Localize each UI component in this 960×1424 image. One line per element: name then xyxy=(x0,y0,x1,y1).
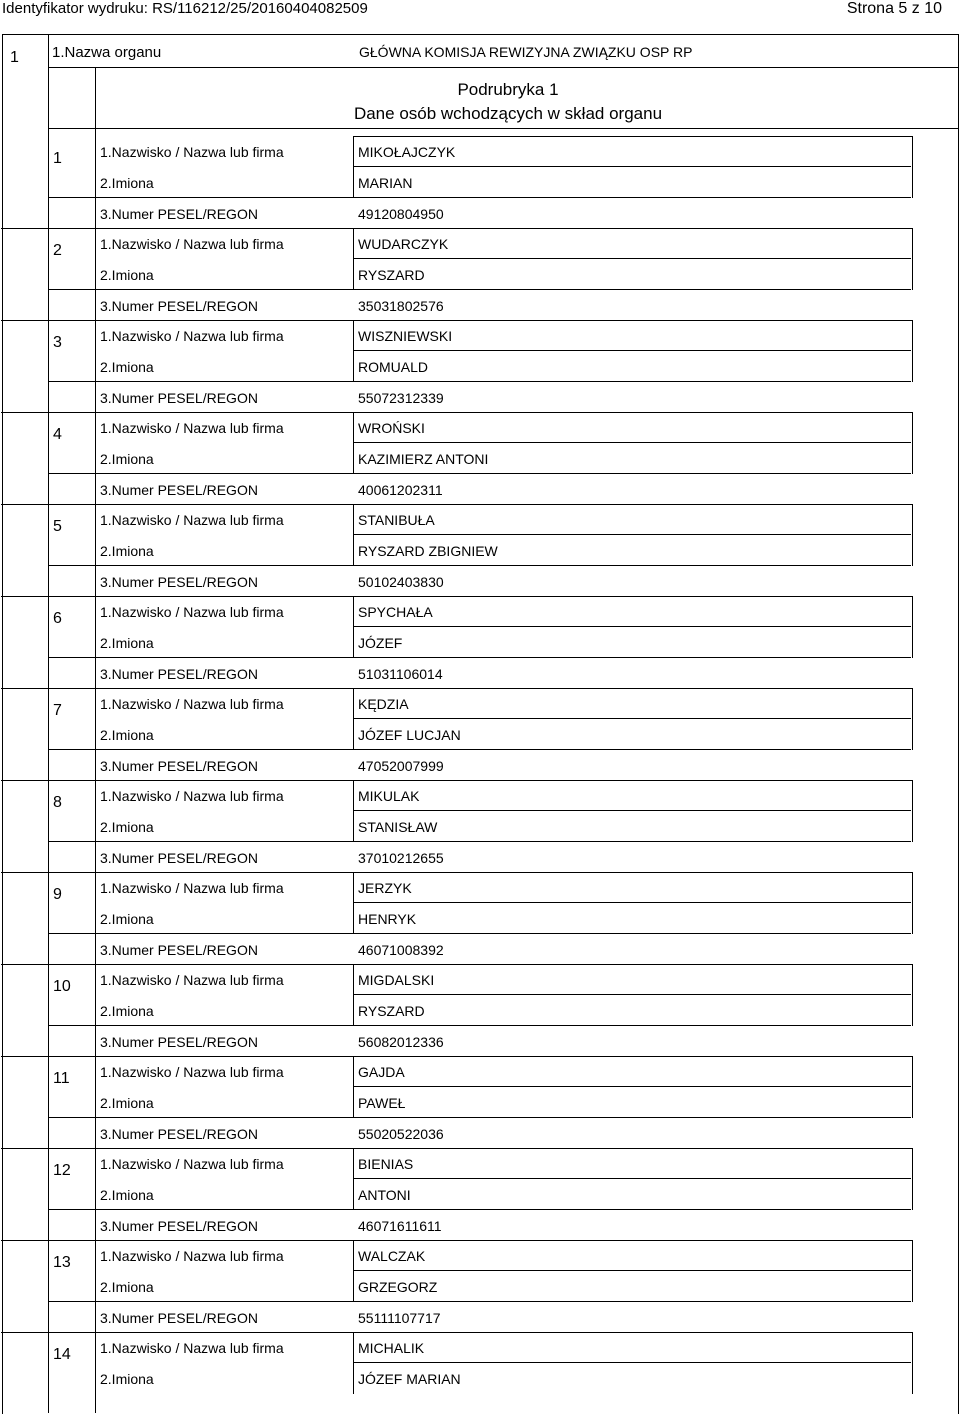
names-row xyxy=(95,1179,958,1209)
names-value: RYSZARD xyxy=(358,1003,425,1019)
pesel-label: 3.Numer PESEL/REGON xyxy=(100,758,258,774)
pesel-row xyxy=(95,1118,958,1148)
person-number: 7 xyxy=(53,702,62,719)
names-label: 2.Imiona xyxy=(100,1003,154,1019)
person-number: 10 xyxy=(53,978,71,995)
surname-value: WISZNIEWSKI xyxy=(358,328,453,344)
pesel-row xyxy=(95,934,958,964)
names-label: 2.Imiona xyxy=(100,451,154,467)
names-row xyxy=(95,443,958,473)
surname-value: SPYCHAŁA xyxy=(358,604,433,620)
pesel-label: 3.Numer PESEL/REGON xyxy=(100,1034,258,1050)
person-number: 14 xyxy=(53,1346,71,1363)
surname-label: 1.Nazwisko / Nazwa lub firma xyxy=(100,1064,284,1080)
person-entry xyxy=(48,1332,958,1424)
surname-label: 1.Nazwisko / Nazwa lub firma xyxy=(100,512,284,528)
person-number: 3 xyxy=(53,334,62,351)
surname-label: 1.Nazwisko / Nazwa lub firma xyxy=(100,604,284,620)
surname-value: JERZYK xyxy=(358,880,412,896)
pesel-label: 3.Numer PESEL/REGON xyxy=(100,298,258,314)
print-header xyxy=(0,0,960,20)
surname-label: 1.Nazwisko / Nazwa lub firma xyxy=(100,972,284,988)
person-number: 11 xyxy=(53,1070,70,1087)
subheading-divider xyxy=(95,67,96,129)
person-entry xyxy=(48,136,958,228)
pesel-label: 3.Numer PESEL/REGON xyxy=(100,942,258,958)
names-row xyxy=(95,1087,958,1117)
names-value: ROMUALD xyxy=(358,359,429,375)
names-row xyxy=(95,627,958,657)
names-row xyxy=(95,351,958,381)
names-value: JÓZEF LUCJAN xyxy=(358,727,461,743)
pesel-row xyxy=(95,1026,958,1056)
surname-value: BIENIAS xyxy=(358,1156,414,1172)
person-entry xyxy=(48,504,958,596)
pesel-row xyxy=(95,290,958,320)
person-entry xyxy=(48,596,958,688)
surname-row xyxy=(95,596,958,626)
pesel-label: 3.Numer PESEL/REGON xyxy=(100,1310,258,1326)
person-entry xyxy=(48,872,958,964)
pesel-label: 3.Numer PESEL/REGON xyxy=(100,666,258,682)
pesel-row xyxy=(95,1210,958,1240)
surname-value: WALCZAK xyxy=(358,1248,426,1264)
pesel-value: 51031106014 xyxy=(358,666,443,682)
names-value: JÓZEF MARIAN xyxy=(358,1371,461,1387)
surname-label: 1.Nazwisko / Nazwa lub firma xyxy=(100,144,284,160)
pesel-row xyxy=(95,842,958,872)
pesel-label: 3.Numer PESEL/REGON xyxy=(100,1218,258,1234)
surname-value: KĘDZIA xyxy=(358,696,409,712)
names-row xyxy=(95,903,958,933)
person-entry xyxy=(48,1056,958,1148)
surname-value: WUDARCZYK xyxy=(358,236,449,252)
surname-row xyxy=(95,1056,958,1086)
person-number: 8 xyxy=(53,794,62,811)
surname-row xyxy=(95,412,958,442)
names-row xyxy=(95,535,958,565)
names-value: RYSZARD ZBIGNIEW xyxy=(358,543,498,559)
pesel-label: 3.Numer PESEL/REGON xyxy=(100,574,258,590)
surname-label: 1.Nazwisko / Nazwa lub firma xyxy=(100,788,284,804)
surname-row xyxy=(95,1240,958,1270)
surname-label: 1.Nazwisko / Nazwa lub firma xyxy=(100,880,284,896)
org-name-label: 1.Nazwa organu xyxy=(52,44,162,61)
surname-row xyxy=(95,1148,958,1178)
person-number: 12 xyxy=(53,1162,71,1179)
names-row xyxy=(95,811,958,841)
names-value: JÓZEF xyxy=(358,635,403,651)
person-entry xyxy=(48,688,958,780)
subheading-title: Podrubryka 1 xyxy=(457,80,559,99)
names-value: RYSZARD xyxy=(358,267,425,283)
pesel-value: 35031802576 xyxy=(358,298,444,314)
pesel-value: 55111107717 xyxy=(358,1310,441,1326)
pesel-label: 3.Numer PESEL/REGON xyxy=(100,482,258,498)
pesel-value: 37010212655 xyxy=(358,850,444,866)
names-value: GRZEGORZ xyxy=(358,1279,438,1295)
page-number: Strona 5 z 10 xyxy=(846,0,942,17)
pesel-label: 3.Numer PESEL/REGON xyxy=(100,850,258,866)
names-value: STANISŁAW xyxy=(358,819,438,835)
pesel-value: 55072312339 xyxy=(358,390,444,406)
surname-value: STANIBUŁA xyxy=(358,512,435,528)
pesel-value: 56082012336 xyxy=(358,1034,444,1050)
surname-label: 1.Nazwisko / Nazwa lub firma xyxy=(100,1340,284,1356)
names-label: 2.Imiona xyxy=(100,1371,154,1387)
surname-row xyxy=(95,228,958,258)
surname-label: 1.Nazwisko / Nazwa lub firma xyxy=(100,420,284,436)
surname-label: 1.Nazwisko / Nazwa lub firma xyxy=(100,328,284,344)
names-row xyxy=(95,995,958,1025)
names-label: 2.Imiona xyxy=(100,1279,154,1295)
section-number: 1 xyxy=(10,49,19,66)
pesel-label: 3.Numer PESEL/REGON xyxy=(100,390,258,406)
person-number: 1 xyxy=(53,150,62,167)
pesel-value: 50102403830 xyxy=(358,574,444,590)
subheading xyxy=(348,78,668,126)
names-label: 2.Imiona xyxy=(100,1187,154,1203)
person-entry xyxy=(48,780,958,872)
names-label: 2.Imiona xyxy=(100,175,154,191)
pesel-row xyxy=(95,658,958,688)
person-number: 9 xyxy=(53,886,62,903)
print-identifier: Identyfikator wydruku: RS/116212/25/20160404082509 xyxy=(2,0,368,17)
names-label: 2.Imiona xyxy=(100,359,154,375)
person-number: 13 xyxy=(53,1254,71,1271)
person-entry xyxy=(48,228,958,320)
surname-row xyxy=(95,320,958,350)
pesel-value: 55020522036 xyxy=(358,1126,444,1142)
surname-row xyxy=(95,136,958,166)
pesel-row xyxy=(95,1302,958,1332)
pesel-label: 3.Numer PESEL/REGON xyxy=(100,206,258,222)
person-entry xyxy=(48,964,958,1056)
names-row xyxy=(95,719,958,749)
pesel-value: 47052007999 xyxy=(358,758,444,774)
pesel-value: 46071611611 xyxy=(358,1218,442,1234)
surname-row xyxy=(95,504,958,534)
org-row-divider xyxy=(48,67,958,68)
pesel-row xyxy=(95,566,958,596)
pesel-value: 40061202311 xyxy=(358,482,443,498)
person-number: 4 xyxy=(53,426,62,443)
names-label: 2.Imiona xyxy=(100,911,154,927)
person-entry xyxy=(48,412,958,504)
names-row xyxy=(95,259,958,289)
names-row xyxy=(95,167,958,197)
person-entry xyxy=(48,320,958,412)
names-value: HENRYK xyxy=(358,911,417,927)
surname-row xyxy=(95,1332,958,1362)
surname-value: MICHALIK xyxy=(358,1340,425,1356)
names-value: KAZIMIERZ ANTONI xyxy=(358,451,489,467)
surname-row xyxy=(95,780,958,810)
person-number: 6 xyxy=(53,610,62,627)
names-value: MARIAN xyxy=(358,175,413,191)
names-label: 2.Imiona xyxy=(100,635,154,651)
subheading-row-divider xyxy=(48,128,958,129)
pesel-value: 46071008392 xyxy=(358,942,444,958)
surname-value: MIKOŁAJCZYK xyxy=(358,144,456,160)
subheading-description: Dane osób wchodzących w skład organu xyxy=(353,104,663,123)
pesel-row xyxy=(95,198,958,228)
names-label: 2.Imiona xyxy=(100,727,154,743)
surname-row xyxy=(95,964,958,994)
person-entry xyxy=(48,1148,958,1240)
surname-label: 1.Nazwisko / Nazwa lub firma xyxy=(100,1156,284,1172)
surname-row xyxy=(95,872,958,902)
names-value: PAWEŁ xyxy=(358,1095,406,1111)
surname-row xyxy=(95,688,958,718)
org-name-value: GŁÓWNA KOMISJA REWIZYJNA ZWIĄZKU OSP RP xyxy=(359,44,693,60)
surname-value: MIGDALSKI xyxy=(358,972,435,988)
surname-label: 1.Nazwisko / Nazwa lub firma xyxy=(100,236,284,252)
names-label: 2.Imiona xyxy=(100,543,154,559)
names-label: 2.Imiona xyxy=(100,267,154,283)
pesel-row xyxy=(95,474,958,504)
person-entry xyxy=(48,1240,958,1332)
person-number: 5 xyxy=(53,518,62,535)
pesel-value: 49120804950 xyxy=(358,206,444,222)
names-row xyxy=(95,1363,958,1393)
surname-value: WROŃSKI xyxy=(358,420,425,436)
names-label: 2.Imiona xyxy=(100,1095,154,1111)
names-label: 2.Imiona xyxy=(100,819,154,835)
names-value: ANTONI xyxy=(358,1187,411,1203)
surname-value: GAJDA xyxy=(358,1064,405,1080)
person-number: 2 xyxy=(53,242,62,259)
surname-label: 1.Nazwisko / Nazwa lub firma xyxy=(100,1248,284,1264)
pesel-label: 3.Numer PESEL/REGON xyxy=(100,1126,258,1142)
names-row xyxy=(95,1271,958,1301)
pesel-row xyxy=(95,750,958,780)
surname-label: 1.Nazwisko / Nazwa lub firma xyxy=(100,696,284,712)
surname-value: MIKULAK xyxy=(358,788,420,804)
pesel-row xyxy=(95,382,958,412)
